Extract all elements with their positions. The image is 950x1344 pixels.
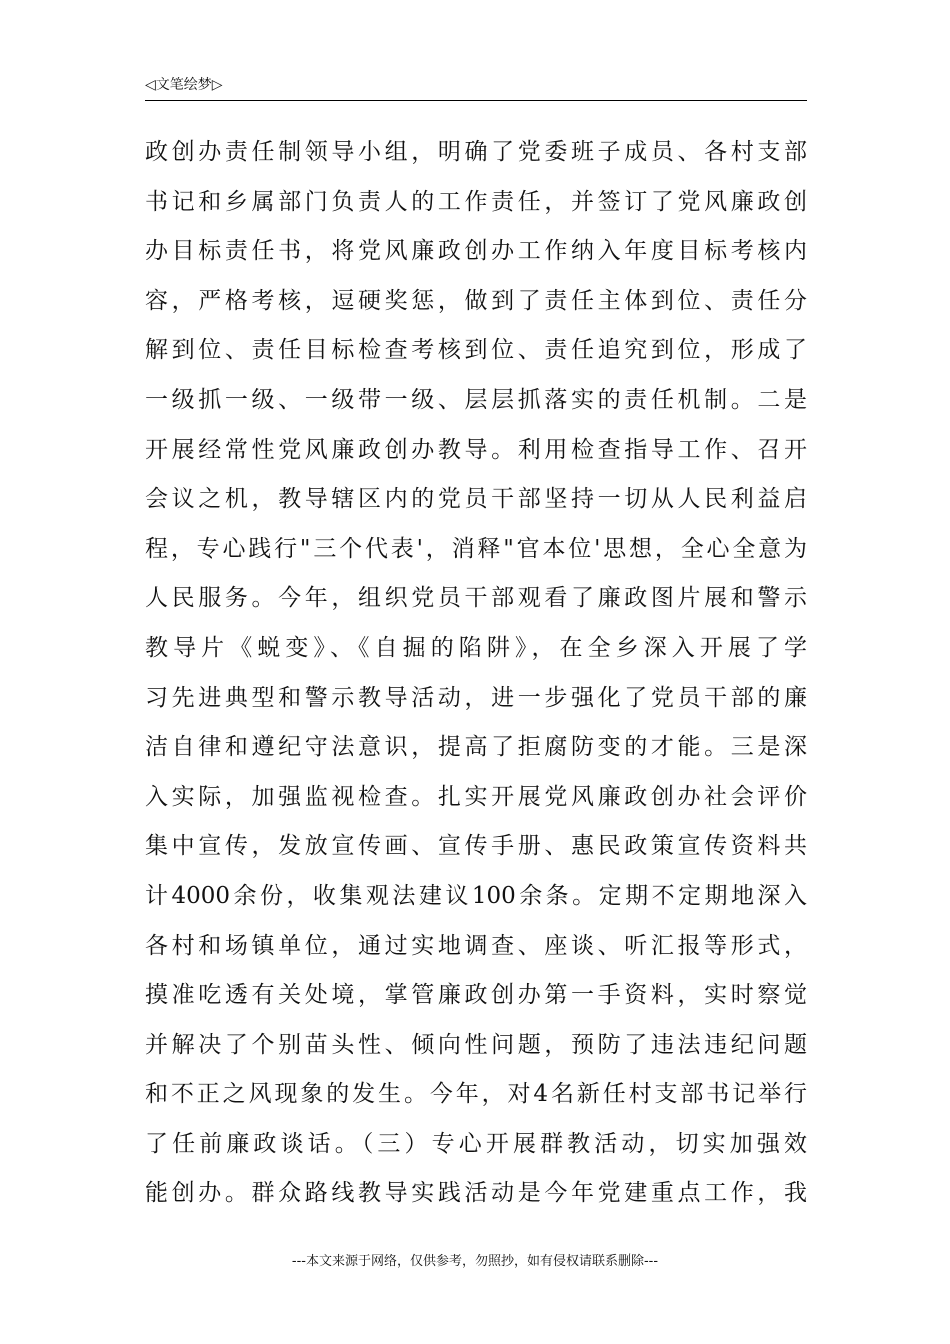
body-line: 入实际，加强监视检查。扎实开展党风廉政创办社会评价 bbox=[145, 783, 807, 810]
body-line: 会议之机，教导辖区内的党员干部坚持一切从人民利益启 bbox=[145, 486, 807, 513]
brand-label: ◁文笔绘梦▷ bbox=[145, 77, 223, 93]
body-line: 计4000余份，收集观法建议100余条。定期不定期地深入 bbox=[145, 882, 807, 909]
body-line: 洁自律和遵纪守法意识，提高了拒腐防变的才能。三是深 bbox=[145, 734, 807, 761]
body-line: 了任前廉政谈话。（三）专心开展群教活动，切实加强效 bbox=[145, 1130, 807, 1157]
body-line: 习先进典型和警示教导活动，进一步强化了党员干部的廉 bbox=[145, 684, 807, 711]
body-line: 和不正之风现象的发生。今年，对4名新任村支部书记举行 bbox=[145, 1081, 807, 1108]
body-line: 教导片《蜕变》、《自掘的陷阱》，在全乡深入开展了学 bbox=[145, 634, 807, 661]
footer-notice: ---本文来源于网络，仅供参考，勿照抄，如有侵权请联系删除--- bbox=[291, 1254, 659, 1269]
body-line: 书记和乡属部门负责人的工作责任，并签订了党风廉政创 bbox=[145, 188, 807, 215]
body-line: 各村和场镇单位，通过实地调查、座谈、听汇报等形式， bbox=[145, 932, 807, 959]
body-line: 人民服务。今年，组织党员干部观看了廉政图片展和警示 bbox=[145, 585, 807, 612]
body-line: 摸准吃透有关处境，掌管廉政创办第一手资料，实时察觉 bbox=[145, 982, 807, 1009]
body-line: 集中宣传，发放宣传画、宣传手册、惠民政策宣传资料共 bbox=[145, 833, 807, 860]
document-body bbox=[145, 128, 807, 1219]
body-line: 容，严格考核，逗硬奖惩，做到了责任主体到位、责任分 bbox=[145, 287, 807, 314]
body-line: 能创办。群众路线教导实践活动是今年党建重点工作，我 bbox=[145, 1180, 807, 1207]
body-line: 一级抓一级、一级带一级、层层抓落实的责任机制。二是 bbox=[145, 386, 807, 413]
body-line: 政创办责任制领导小组，明确了党委班子成员、各村支部 bbox=[145, 139, 807, 165]
body-line: 程，专心践行"三个代表'，消释"官本位'思想，全心全意为 bbox=[145, 535, 807, 562]
body-line: 开展经常性党风廉政创办教导。利用检查指导工作、召开 bbox=[145, 436, 807, 463]
body-line: 解到位、责任目标检查考核到位、责任追究到位，形成了 bbox=[145, 337, 807, 364]
body-line: 办目标责任书，将党风廉政创办工作纳入年度目标考核内 bbox=[145, 238, 807, 265]
page-header bbox=[145, 74, 807, 101]
body-line: 并解决了个别苗头性、倾向性问题，预防了违法违纪问题 bbox=[145, 1031, 807, 1058]
